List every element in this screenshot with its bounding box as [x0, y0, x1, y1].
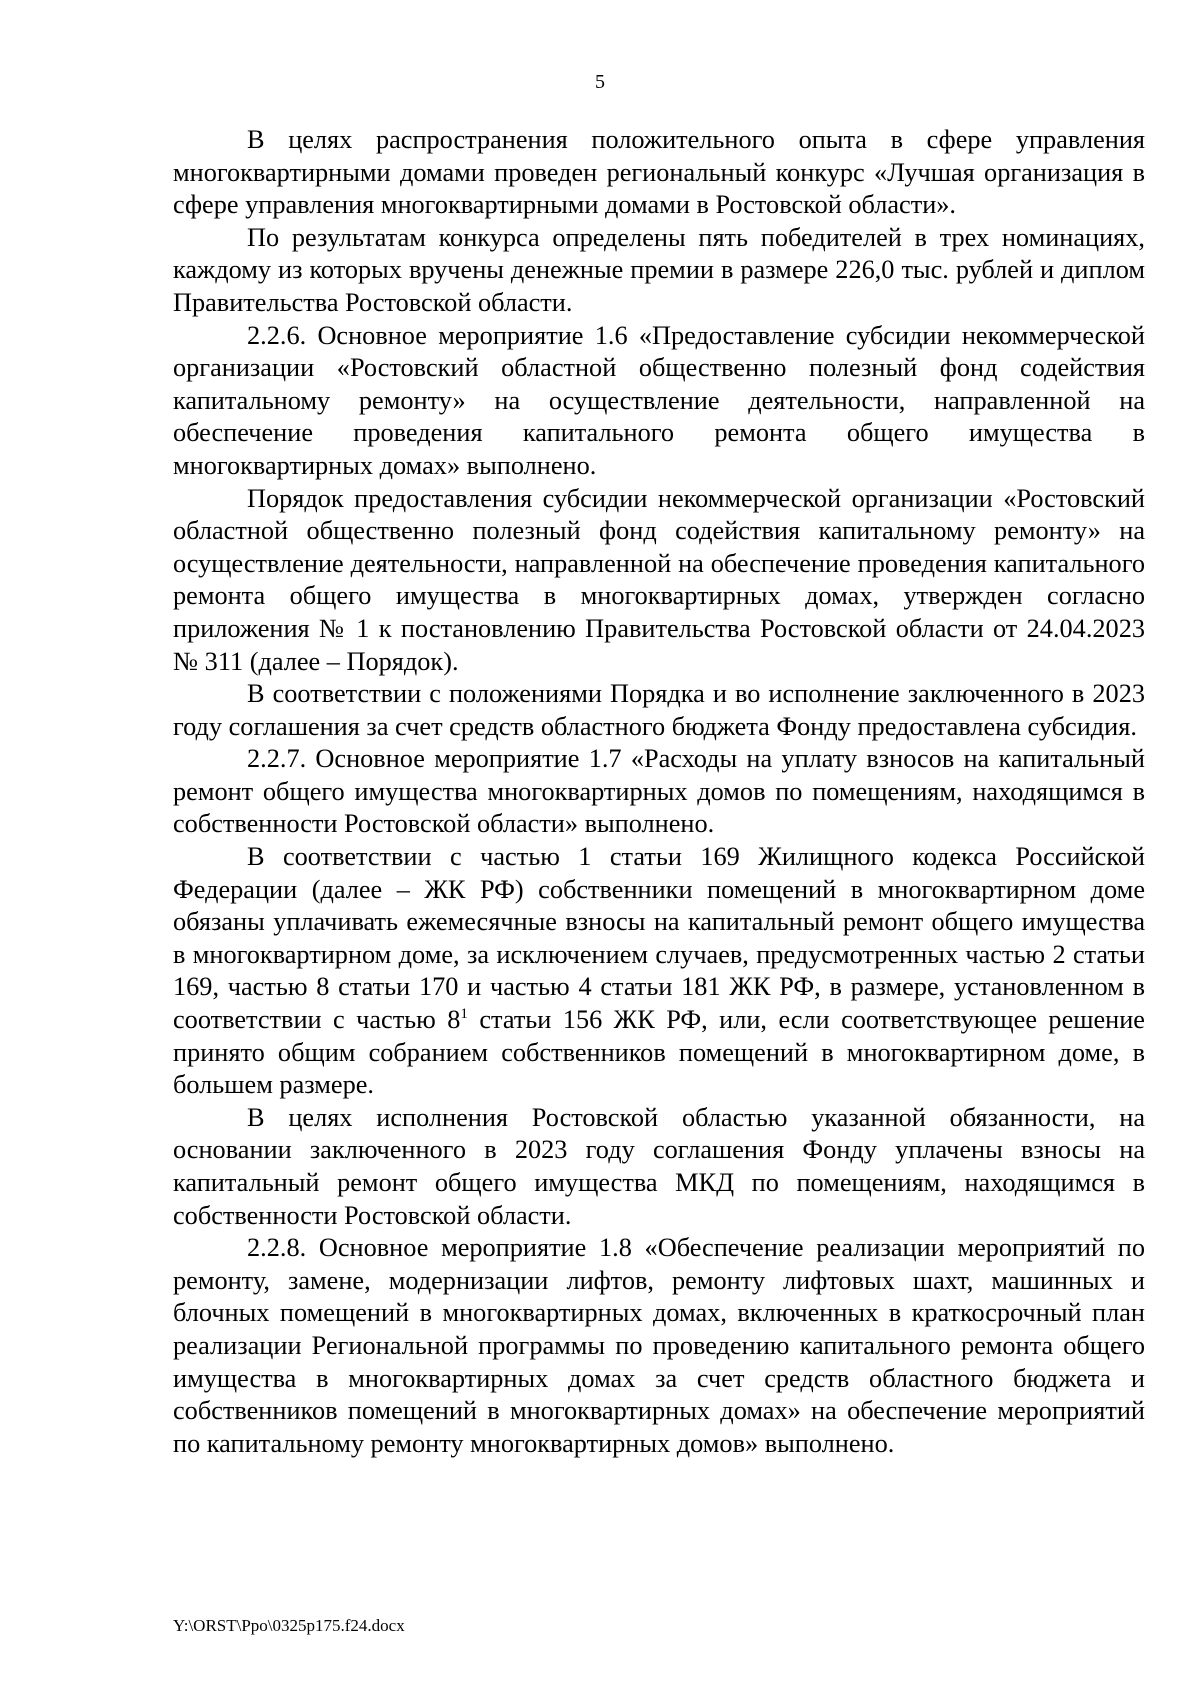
paragraph-obligation-fulfilment: В целях исполнения Ростовской областью указанной обязанности, на основании заключенного в 2023 году соглашения Фонду уплачены взносы на капитальный ремонт общего имущества МКД по помещениям, находящимся в собственности Ростовской области.: [173, 1102, 1145, 1230]
paragraph-contest-results: По результатам конкурса определены пять победителей в трех номинациях, каждому из которых вручены денежные премии в размере 226,0 тыс. рублей и диплом Правительства Ростовской области.: [173, 222, 1145, 317]
footer-file-path: Y:\ORST\Ppo\0325p175.f24.docx: [173, 1616, 405, 1635]
page-number: 5: [595, 71, 605, 93]
document-body: [173, 124, 1145, 1460]
housing-code-text-before: В соответствии с частью 1 статьи 169 Жилищного кодекса Российской Федерации (далее – ЖК РФ) собственники помещений в многоквартирном доме обязаны уплачивать ежемесячные взносы на капитальный ремонт общего имущества в многоквартирном доме, за исключением случаев, предусмотренных частью 2 статьи 169, частью 8 статьи 170 и частью 4 статьи 181 ЖК РФ, в размере, установленном в соответствии с частью 8: [173, 842, 1145, 1035]
paragraph-subsidy-procedure: Порядок предоставления субсидии некоммерческой организации «Ростовский областной общественно полезный фонд содействия капитальному ремонту» на осуществление деятельности, направленной на обеспечение проведения капитального ремонта общего имущества в многоквартирных домах, утвержден согласно приложения № 1 к постановлению Правительства Ростовской области от 24.04.2023 № 311 (далее – Порядок).: [173, 483, 1145, 676]
paragraph-measure-2-2-7: 2.2.7. Основное мероприятие 1.7 «Расходы на уплату взносов на капитальный ремонт общего имущества многоквартирных домов по помещениям, находящимся в собственности Ростовской области» выполнено.: [173, 744, 1145, 839]
paragraph-subsidy-granted: В соответствии с положениями Порядка и во исполнение заключенного в 2023 году соглашения за счет средств областного бюджета Фонду предоставлена субсидия.: [173, 679, 1145, 741]
superscript-1: 1: [460, 1006, 468, 1023]
paragraph-housing-code: [173, 841, 1145, 1102]
housing-code-text-after: статьи 156 ЖК РФ, или, если соответствующее решение принято общим собранием собственников помещений в многоквартирном доме, в большем размере.: [173, 1005, 1145, 1100]
paragraph-measure-2-2-6: 2.2.6. Основное мероприятие 1.6 «Предоставление субсидии некоммерческой организации «Ростовский областной общественно полезный фонд содействия капитальному ремонту» на осуществление деятельности, направленной на обеспечение проведения капитального ремонта общего имущества в многоквартирных домах» выполнено.: [173, 320, 1145, 480]
paragraph-contest: В целях распространения положительного опыта в сфере управления многоквартирными домами проведен региональный конкурс «Лучшая организация в сфере управления многоквартирными домами в Ростовской области».: [173, 125, 1145, 220]
paragraph-measure-2-2-8: 2.2.8. Основное мероприятие 1.8 «Обеспечение реализации мероприятий по ремонту, замене, модернизации лифтов, ремонту лифтовых шахт, машинных и блочных помещений в многоквартирных домах, включенных в краткосрочный план реализации Региональной программы по проведению капитального ремонта общего имущества в многоквартирных домах за счет средств областного бюджета и собственников помещений в многоквартирных домах» на обеспечение мероприятий по капитальному ремонту многоквартирных домов» выполнено.: [173, 1233, 1145, 1458]
